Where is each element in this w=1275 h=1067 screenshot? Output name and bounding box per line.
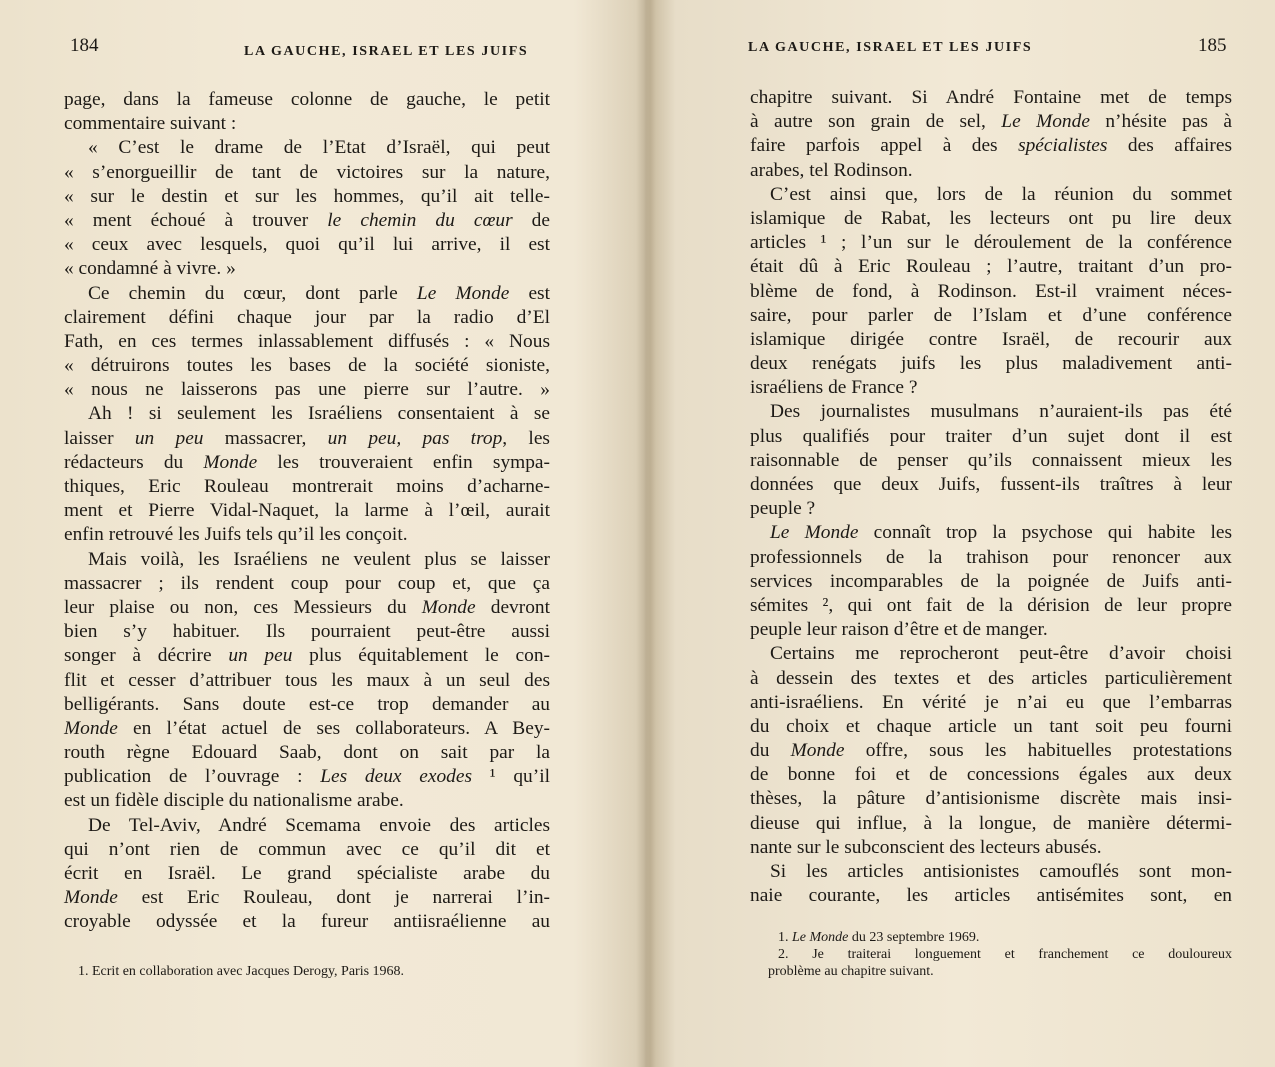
text-line: à autre son grain de sel, Le Monde n’hésite pas à — [750, 111, 1232, 133]
text-line: saire, pour parler de l’Islam et d’une conférence — [750, 304, 1232, 326]
text-line: « nous ne laisserons pas une pierre sur l’autre. » — [64, 379, 550, 401]
text-line: islamique dirigée contre Israël, de recourir aux — [750, 328, 1232, 350]
left-page-number: 184 — [70, 35, 99, 56]
text-line: « sur le destin et sur les hommes, qu’il ait telle- — [64, 185, 550, 207]
text-line: sémites ², qui ont fait de la dérision de leur propre — [750, 594, 1232, 616]
text-line: laisser un peu massacrer, un peu, pas trop, les — [64, 427, 550, 449]
right-running-head: LA GAUCHE, ISRAEL ET LES JUIFS — [748, 40, 1033, 55]
left-footnotes — [68, 963, 542, 980]
text-line: page, dans la fameuse colonne de gauche, le petit — [64, 89, 550, 110]
text-line: raisonnable de penser qu’ils connaissent mieux les — [750, 449, 1232, 471]
text-line: rédacteurs du Monde les trouveraient enfin sympa- — [64, 451, 550, 473]
text-line: massacrer ; ils rendent coup pour coup et, que ça — [64, 572, 550, 594]
text-line: Fath, en ces termes inlassablement diffusés : « Nous — [64, 330, 550, 352]
text-line: professionnels de la trahison pour renoncer aux — [750, 546, 1232, 568]
text-line: islamique de Rabat, les lecteurs ont pu lire deux — [750, 207, 1232, 229]
text-line: du Monde offre, sous les habituelles protestations — [750, 740, 1232, 762]
text-line: arabes, tel Rodinson. — [750, 159, 913, 181]
text-line: blème de fond, à Rodinson. Est-il vraiment néces- — [750, 280, 1232, 302]
text-line: C’est ainsi que, lors de la réunion du sommet — [770, 183, 1232, 205]
text-line: songer à décrire un peu plus équitablement le con- — [64, 645, 550, 667]
text-line: Ah ! si seulement les Israéliens consentaient à se — [88, 403, 550, 425]
text-line: anti-israéliens. En vérité je n’ai eu que l’embarras — [750, 691, 1232, 713]
text-line: croyable odyssée et la fureur antiisraélienne au — [64, 911, 550, 933]
text-line: « condamné à vivre. » — [64, 258, 236, 280]
text-line: flit et cesser d’attribuer tous les maux à un seul des — [64, 669, 550, 691]
right-page-number: 185 — [1198, 35, 1227, 56]
text-line: ment et Pierre Vidal-Naquet, la larme à l’œil, aurait — [64, 500, 550, 522]
footnote-line: 1. Ecrit en collaboration avec Jacques Derogy, Paris 1968. — [78, 964, 405, 979]
text-line: est un fidèle disciple du nationalisme arabe. — [64, 790, 404, 812]
text-line: Le Monde connaît trop la psychose qui habite les — [770, 522, 1232, 544]
text-line: thèses, la pâture d’antisionisme discrète mais insi- — [750, 788, 1232, 810]
text-line: « C’est le drame de l’Etat d’Israël, qui peut — [88, 137, 550, 159]
text-line: naie courante, les articles antisémites sont, en — [750, 885, 1232, 907]
text-line: deux renégats juifs les plus maladivement anti- — [750, 353, 1232, 375]
text-line: dieuse qui influe, à la longue, de manière détermi- — [750, 812, 1232, 834]
text-line: nante sur le subconscient des lecteurs abusés. — [750, 836, 1102, 858]
text-line: données que deux Juifs, fussent-ils traîtres à leur — [750, 474, 1232, 495]
text-line: plus qualifiés pour traiter d’un sujet dont il est — [750, 425, 1232, 447]
text-line: écrit en Israël. Le grand spécialiste arabe du — [64, 863, 550, 884]
right-page — [656, 0, 1275, 1067]
text-line: « ment échoué à trouver le chemin du cœur de — [64, 209, 550, 231]
text-line: Monde est Eric Rouleau, dont je narrerai l’in- — [64, 887, 550, 909]
text-line: peuple leur raison d’être et de manger. — [750, 619, 1048, 641]
left-body-text — [64, 88, 550, 935]
text-line: belligérants. Sans doute est-ce trop demander au — [64, 693, 550, 715]
text-line: clairement défini chaque jour par la radio d’El — [64, 306, 550, 328]
left-page — [0, 0, 636, 1067]
text-line: routh règne Edouard Saab, dont on sait par la — [64, 742, 550, 764]
right-footnotes — [768, 929, 1232, 980]
footnote-line: problème au chapitre suivant. — [768, 964, 934, 979]
text-line: « ceux avec lesquels, quoi qu’il lui arrive, il est — [64, 234, 550, 256]
text-line: De Tel-Aviv, André Scemama envoie des articles — [88, 814, 550, 836]
text-line: « s’enorgueillir de tant de victoires sur la nature, — [64, 161, 550, 183]
footnote-line: 1. Le Monde du 23 septembre 1969. — [778, 930, 980, 945]
text-line: peuple ? — [750, 498, 816, 520]
text-line: faire parfois appel à des spécialistes des affaires — [750, 135, 1232, 157]
text-line: « détruirons toutes les bases de la société sioniste, — [64, 355, 550, 377]
text-line: Des journalistes musulmans n’auraient-ils pas été — [770, 401, 1232, 423]
text-line: qui n’ont rien de commun avec ce qu’il dit et — [64, 838, 550, 860]
text-line: Ce chemin du cœur, dont parle Le Monde est — [88, 282, 550, 304]
book-gutter — [636, 0, 656, 1067]
right-body-text — [750, 86, 1232, 908]
text-line: services incomparables de la poignée de Juifs anti- — [750, 570, 1232, 592]
text-line: bien s’y habituer. Ils pourraient peut-être aussi — [64, 621, 550, 643]
text-line: à dessein des textes et des articles particulièrement — [750, 667, 1232, 689]
text-line: était dû à Eric Rouleau ; l’autre, traitant d’un pro- — [750, 256, 1232, 278]
text-line: publication de l’ouvrage : Les deux exodes ¹ qu’il — [64, 766, 550, 788]
text-line: Mais voilà, les Israéliens ne veulent plus se laisser — [88, 548, 550, 570]
text-line: thiques, Eric Rouleau montrerait moins d’acharne- — [64, 476, 550, 497]
text-line: Certains me reprocheront peut-être d’avoir choisi — [770, 643, 1232, 665]
footnote-line: 2. Je traiterai longuement et franchement ce douloureux — [778, 947, 1232, 962]
text-line: articles ¹ ; l’un sur le déroulement de la conférence — [750, 232, 1232, 254]
text-line: chapitre suivant. Si André Fontaine met de temps — [750, 87, 1232, 108]
text-line: enfin retrouvé les Juifs tels qu’il les conçoit. — [64, 524, 408, 546]
left-running-head: LA GAUCHE, ISRAEL ET LES JUIFS — [244, 44, 529, 59]
text-line: commentaire suivant : — [64, 113, 237, 135]
text-line: Monde en l’état actuel de ses collaborateurs. A Bey- — [64, 717, 550, 739]
text-line: israéliens de France ? — [750, 377, 918, 399]
text-line: du choix et chaque article un tant soit peu fourni — [750, 715, 1232, 737]
text-line: de bonne foi et de concessions égales aux deux — [750, 764, 1232, 786]
text-line: Si les articles antisionistes camouflés sont mon- — [770, 861, 1232, 882]
text-line: leur plaise ou non, ces Messieurs du Monde devront — [64, 596, 550, 618]
